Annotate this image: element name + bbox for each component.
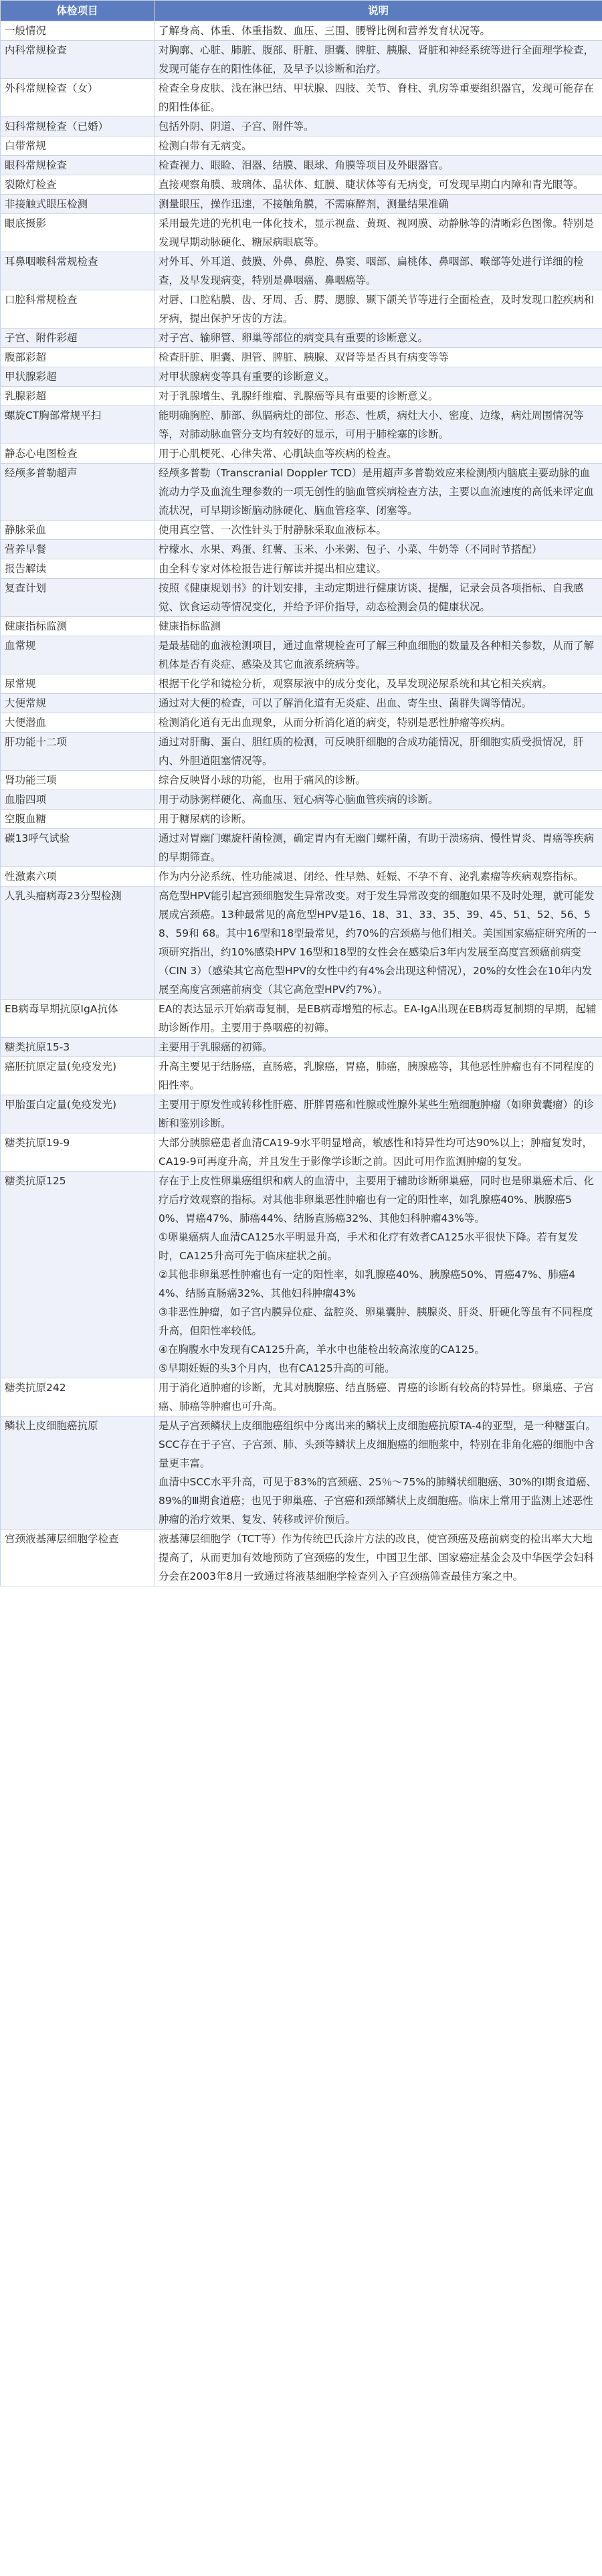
checkup-item-description xyxy=(155,636,602,674)
checkup-item-description xyxy=(155,117,602,136)
checkup-item-name: 血脂四项 xyxy=(1,790,155,810)
description-paragraph: 通过对大便的检查，可以了解消化道有无炎症、出血、寄生虫、菌群失调等情况。 xyxy=(159,697,532,709)
table-row xyxy=(1,252,602,290)
checkup-item-name: 经颅多普勒超声 xyxy=(1,464,155,521)
table-row xyxy=(1,617,602,636)
checkup-item-description xyxy=(155,387,602,406)
description-paragraph: 用于动脉粥样硬化、高血压、冠心病等心脑血管疾病的诊断。 xyxy=(159,794,439,806)
checkup-item-description xyxy=(155,444,602,464)
table-row xyxy=(1,1038,602,1057)
description-paragraph: 使用真空管、一次性针头于肘静脉采取血液标本。 xyxy=(159,524,387,536)
checkup-item-description xyxy=(155,540,602,559)
checkup-item-description xyxy=(155,887,602,1000)
table-row xyxy=(1,674,602,694)
table-row xyxy=(1,290,602,329)
description-paragraph: 按照《健康规划书》的计划安排，主动定期进行健康访谈、提醒，记录会员各项指标、自我感觉、饮食运动等情况变化，并给予评价指导，动态检测会员的健康状况。 xyxy=(159,582,584,613)
table-row xyxy=(1,195,602,214)
checkup-item-name: 外科常规检查（女） xyxy=(1,79,155,117)
table-row xyxy=(1,117,602,136)
description-paragraph: 检查肝脏、胆囊、胆管、脾脏、胰腺、双肾等是否具有病变等等 xyxy=(159,351,449,363)
table-row xyxy=(1,348,602,367)
checkup-item-description xyxy=(155,1416,602,1530)
description-paragraph: 包括外阴、阴道、子宫、附件等。 xyxy=(159,120,314,132)
description-paragraph: 血清中SCC水平升高，可见于83%的宫颈癌、25％～75%的肺鳞状细胞癌、30%的Ⅰ期食道癌、89%的Ⅲ期食道癌；也见于卵巢癌、子宫癌和颈部鳞状上皮细胞癌。临床上常用于监测上述恶性肿瘤的治疗效果、复发、转移或评价预后。 xyxy=(159,1476,597,1526)
table-row xyxy=(1,867,602,887)
description-paragraph: 用于消化道肿瘤的诊断，尤其对胰腺癌、结直肠癌、胃癌的诊断有较高的特异性。卵巢癌、子宫癌、肺癌等肿瘤也可升高。 xyxy=(159,1382,595,1412)
table-row xyxy=(1,1057,602,1095)
checkup-item-name: 人乳头瘤病毒23分型检测 xyxy=(1,887,155,1000)
description-paragraph: 综合反映肾小球的功能，也用于痛风的诊断。 xyxy=(159,774,367,786)
column-header-description: 说明 xyxy=(155,1,602,21)
description-paragraph: 作为内分泌系统、性功能减退、闭经、性早熟、妊娠、不孕不育、泌乳素瘤等疾病观察指标。 xyxy=(159,870,584,883)
checkup-item-name: 裂隙灯检查 xyxy=(1,175,155,195)
checkup-item-description xyxy=(155,521,602,540)
table-row xyxy=(1,1378,602,1416)
table-row xyxy=(1,790,602,810)
checkup-item-name: 空腹血糖 xyxy=(1,810,155,829)
checkup-item-name: 碳13呼气试验 xyxy=(1,829,155,867)
table-row xyxy=(1,1530,602,1586)
checkup-item-name: 营养早餐 xyxy=(1,540,155,559)
checkup-item-description xyxy=(155,1378,602,1416)
checkup-item-description xyxy=(155,1530,602,1586)
table-row xyxy=(1,733,602,771)
checkup-item-description xyxy=(155,1038,602,1057)
checkup-item-name: 螺旋CT胸部常规平扫 xyxy=(1,406,155,444)
description-paragraph: 了解身高、体重、体重指数、血压、三围、腰臀比例和营养发育状况等。 xyxy=(159,25,491,37)
description-paragraph: 是最基础的血液检测项目，通过血常规检查可了解三种血细胞的数量及各种相关参数，从而了解机体是否有炎症、感染及其它血液系统病等。 xyxy=(159,640,595,670)
checkup-item-name: 甲胎蛋白定量(免疫发光) xyxy=(1,1095,155,1133)
checkup-item-description xyxy=(155,617,602,636)
table-row xyxy=(1,579,602,617)
table-row xyxy=(1,79,602,117)
table-row xyxy=(1,540,602,559)
table-row xyxy=(1,771,602,790)
table-row xyxy=(1,41,602,79)
table-row xyxy=(1,1133,602,1172)
table-row xyxy=(1,636,602,674)
checkup-item-description xyxy=(155,713,602,733)
table-row xyxy=(1,713,602,733)
table-row xyxy=(1,156,602,175)
table-row xyxy=(1,214,602,252)
description-paragraph: 由全科专家对体检报告进行解读并提出相应建议。 xyxy=(159,563,387,575)
description-paragraph: 直接观察角膜、玻璃体、晶状体、虹膜、睫状体等有无病变，可发现早期白内障和青光眼等。 xyxy=(159,179,584,191)
description-paragraph: 能明确胸腔、肺部、纵膈病灶的部位、形态、性质，病灶大小、密度、边缘，病灶周围情况等等，对肺动脉血管分支均有较好的显示，可用于肺栓塞的诊断。 xyxy=(159,409,584,440)
checkup-item-name: 一般情况 xyxy=(1,21,155,41)
checkup-item-description xyxy=(155,290,602,329)
checkup-item-description xyxy=(155,1172,602,1378)
checkup-item-description xyxy=(155,136,602,156)
checkup-item-name: 腹部彩超 xyxy=(1,348,155,367)
checkup-item-description xyxy=(155,156,602,175)
table-row xyxy=(1,1000,602,1038)
table-row xyxy=(1,175,602,195)
checkup-item-description xyxy=(155,771,602,790)
checkup-item-name: 静脉采血 xyxy=(1,521,155,540)
table-row xyxy=(1,444,602,464)
description-paragraph: 根据干化学和镜检分析，观察尿液中的成分变化，及早发现泌尿系统和其它相关疾病。 xyxy=(159,678,553,690)
checkup-item-description xyxy=(155,214,602,252)
description-paragraph: 通过对胃幽门螺旋杆菌检测，确定胃内有无幽门螺杆菌，有助于溃疡病、慢性胃炎、胃癌等疾病的早期筛查。 xyxy=(159,832,595,863)
description-paragraph: 高危型HPV能引起宫颈细胞发生异常改变。对于发生异常改变的细胞如果不及时处理，就可能发展成宫颈癌。13种最常见的高危型HPV是16、18、31、33、35、39、45、51、52、56、58、59和 68。其中16型和18型最常见，约70%的宫颈癌与他们相关。美国国家癌症研究所的一项研究指出，约10%感染HPV 16型和18型的女性会在感染后3年内发展至高度宫颈癌前病变（CIN 3）（感染其它高危型HPV的女性中约有4%会出现这种情况），20%的女性会在10年内发展至高度宫颈癌前病变（其它高危型HPV约7%）。 xyxy=(159,890,597,996)
checkup-item-name: 癌胚抗原定量(免疫发光) xyxy=(1,1057,155,1095)
checkup-item-name: 糖类抗原242 xyxy=(1,1378,155,1416)
checkup-item-name: 糖类抗原125 xyxy=(1,1172,155,1378)
checkup-item-description xyxy=(155,406,602,444)
checkup-item-description xyxy=(155,1000,602,1038)
checkup-item-name: 妇科常规检查（已婚） xyxy=(1,117,155,136)
checkup-item-name: 鳞状上皮细胞癌抗原 xyxy=(1,1416,155,1530)
checkup-item-name: 大便常规 xyxy=(1,694,155,713)
checkup-item-description xyxy=(155,79,602,117)
table-row xyxy=(1,21,602,41)
checkup-item-name: 非接触式眼压检测 xyxy=(1,195,155,214)
checkup-item-description xyxy=(155,790,602,810)
checkup-item-name: 大便潜血 xyxy=(1,713,155,733)
checkup-item-description xyxy=(155,252,602,290)
checkup-item-name: 眼科常规检查 xyxy=(1,156,155,175)
checkup-item-description xyxy=(155,674,602,694)
description-paragraph: ⑤早期妊娠的头3个月内，也有CA125升高的可能。 xyxy=(159,1362,395,1374)
checkup-item-description xyxy=(155,867,602,887)
checkup-item-name: 报告解读 xyxy=(1,559,155,579)
checkup-item-description xyxy=(155,829,602,867)
checkup-item-description xyxy=(155,1095,602,1133)
description-paragraph: 用于心肌梗死、心律失常、心肌缺血等疾病的检查。 xyxy=(159,448,397,460)
description-paragraph: 主要用于乳腺癌的初筛。 xyxy=(159,1041,273,1053)
description-paragraph: EA的表达显示开始病毒复制，是EB病毒增殖的标志。EA-IgA出现在EB病毒复制期的早期，起辅助诊断作用。主要用于鼻咽癌的初筛。 xyxy=(159,1003,597,1034)
checkup-item-name: 眼底摄影 xyxy=(1,214,155,252)
checkup-item-description xyxy=(155,1133,602,1172)
checkup-item-name: 肝功能十二项 xyxy=(1,733,155,771)
checkup-item-description xyxy=(155,21,602,41)
table-row xyxy=(1,1172,602,1378)
table-row xyxy=(1,387,602,406)
checkup-item-description xyxy=(155,559,602,579)
table-row xyxy=(1,810,602,829)
checkup-item-name: 复查计划 xyxy=(1,579,155,617)
description-paragraph: 对胸廓、心脏、肺脏、腹部、肝脏、胆囊、脾脏、胰腺、肾脏和神经系统等进行全面理学检查，发现可能存在的阳性体征，及早予以诊断和治疗。 xyxy=(159,44,595,75)
description-paragraph: 用于糖尿病的诊断。 xyxy=(159,813,252,825)
table-row xyxy=(1,136,602,156)
description-paragraph: 主要用于原发性或转移性肝癌、肝胖胃癌和性腺或性腺外某些生殖细胞肿瘤（如卵黄囊瘤）的诊断和鉴别诊断。 xyxy=(159,1099,595,1129)
checkup-item-name: 尿常规 xyxy=(1,674,155,694)
description-paragraph: 对子宫、输卵管、卵巢等部位的病变具有重要的诊断意义。 xyxy=(159,332,429,344)
description-paragraph: 检测白带有无病变。 xyxy=(159,140,252,152)
table-row xyxy=(1,406,602,444)
checkup-item-description xyxy=(155,195,602,214)
description-paragraph: 对外耳、外耳道、鼓膜、外鼻、鼻腔、鼻窦、咽部、扁桃体、鼻咽部、喉部等处进行详细的检查，及早发现病变，特别是鼻咽癌、鼻咽癌等。 xyxy=(159,256,584,286)
table-body xyxy=(1,21,602,1586)
table-row xyxy=(1,1095,602,1133)
description-paragraph: 检查视力、眼睑、泪器、结膜、眼球、角膜等项目及外眼器官。 xyxy=(159,159,449,171)
description-paragraph: 柠檬水、水果、鸡蛋、红薯、玉米、小米粥、包子、小菜、牛奶等（不同时节搭配） xyxy=(159,543,542,555)
table-row xyxy=(1,521,602,540)
description-paragraph: 通过对肝酶、蛋白、胆红质的检测，可反映肝细胞的合成功能情况，肝细胞实质受损情况，肝内、外胆道阻塞情况等。 xyxy=(159,736,584,767)
checkup-item-name: 健康指标监测 xyxy=(1,617,155,636)
table-row xyxy=(1,559,602,579)
checkup-item-name: 甲状腺彩超 xyxy=(1,367,155,387)
checkup-item-name: 乳腺彩超 xyxy=(1,387,155,406)
table-row xyxy=(1,829,602,867)
checkup-item-description xyxy=(155,41,602,79)
description-paragraph: 液基薄层细胞学（TCT等）作为传统巴氏涂片方法的改良，使宫颈癌及癌前病变的检出率大大地提高了，从而更加有效地预防了宫颈癌的发生，中国卫生部、国家癌症基金会及中华医学会妇科分会在2003年8月一致通过将液基细胞学检查列入子宫颈癌筛查最佳方案之中。 xyxy=(159,1533,595,1582)
description-paragraph: 健康指标监测 xyxy=(159,620,221,632)
description-paragraph: 采用最先进的光机电一体化技术，显示视盘、黄斑、视网膜、动静脉等的清晰彩色图像。特别是发现早期动脉硬化、糖尿病眼底等。 xyxy=(159,217,595,248)
checkup-item-description xyxy=(155,329,602,348)
table-header-row xyxy=(1,1,602,21)
checkup-item-description xyxy=(155,464,602,521)
table-row xyxy=(1,329,602,348)
checkup-item-name: 肾功能三项 xyxy=(1,771,155,790)
checkup-item-description xyxy=(155,175,602,195)
checkup-item-name: 静态心电图检查 xyxy=(1,444,155,464)
checkup-item-name: 耳鼻咽喉科常规检查 xyxy=(1,252,155,290)
table-row xyxy=(1,464,602,521)
description-paragraph: 对甲状腺病变等具有重要的诊断意义。 xyxy=(159,371,335,383)
description-paragraph: 大部分胰腺癌患者血清CA19-9水平明显增高，敏感性和特异性均可达90%以上；肿瘤复发时，CA19-9可再度升高，并且发生于影像学诊断之前。因此可用作监测肿瘤的复发。 xyxy=(159,1137,593,1168)
description-paragraph: 存在于上皮性卵巢癌组织和病人的血清中，主要用于辅助诊断卵巢癌，同时也是卵巢癌术后、化疗后疗效观察的指标。对其他非卵巢恶性肿瘤也有一定的阳性率，如乳腺癌40%、胰腺癌50%、胃癌47%、肺癌44%、结肠直肠癌32%、其他妇科肿瘤43%等。 xyxy=(159,1175,595,1224)
checkup-item-name: 性激素六项 xyxy=(1,867,155,887)
checkup-item-description xyxy=(155,1057,602,1095)
description-paragraph: ③非恶性肿瘤，如子宫内膜异位症、盆腔炎、卵巢囊肿、胰腺炎、肝炎、肝硬化等虽有不同程度升高，但阳性率较低。 xyxy=(159,1306,593,1337)
checkup-item-name: 子宫、附件彩超 xyxy=(1,329,155,348)
description-paragraph: 对于乳腺增生、乳腺纤维瘤、乳腺癌等具有重要的诊断意义。 xyxy=(159,390,439,402)
checkup-item-name: 口腔科常规检查 xyxy=(1,290,155,329)
description-paragraph: 检测消化道有无出血现象，从而分析消化道的病变，特别是恶性肿瘤等疾病。 xyxy=(159,717,512,729)
table-row xyxy=(1,367,602,387)
description-paragraph: ④在胸腹水中发现有CA125升高，羊水中也能检出较高浓度的CA125。 xyxy=(159,1344,485,1356)
column-header-item: 体检项目 xyxy=(1,1,155,21)
description-paragraph: ②其他非卵巢恶性肿瘤也有一定的阳性率，如乳腺癌40%、胰腺癌50%、胃癌47%、肺癌44%、结肠直肠癌32%、其他妇科肿瘤43% xyxy=(159,1269,576,1299)
checkup-item-description xyxy=(155,810,602,829)
description-paragraph: 对唇、口腔粘膜、齿、牙周、舌、腭、腮腺、颞下颌关节等进行全面检查，及时发现口腔疾病和牙病，提出保护牙齿的方法。 xyxy=(159,294,595,325)
checkup-item-name: 血常规 xyxy=(1,636,155,674)
checkup-item-name: 糖类抗原19-9 xyxy=(1,1133,155,1172)
checkup-item-name: EB病毒早期抗原IgA抗体 xyxy=(1,1000,155,1038)
table-row xyxy=(1,694,602,713)
checkup-item-description xyxy=(155,367,602,387)
checkup-item-description xyxy=(155,733,602,771)
description-paragraph: 测量眼压，操作迅速，不接触角膜，不需麻醉剂，测量结果准确 xyxy=(159,198,449,210)
checkup-item-description xyxy=(155,579,602,617)
description-paragraph: ①卵巢癌病人血清CA125水平明显升高，手术和化疗有效者CA125水平很快下降。若有复发时，CA125升高可先于临床症状之前。 xyxy=(159,1231,579,1262)
checkup-item-name: 糖类抗原15-3 xyxy=(1,1038,155,1057)
checkup-item-description xyxy=(155,348,602,367)
checkup-item-name: 宫颈液基薄层细胞学检查 xyxy=(1,1530,155,1586)
description-paragraph: 升高主要见于结肠癌，直肠癌，乳腺癌，胃癌，肺癌，胰腺癌等，其他恶性肿瘤也有不同程度的阳性率。 xyxy=(159,1061,595,1091)
checkup-item-name: 白带常规 xyxy=(1,136,155,156)
checkup-item-description xyxy=(155,694,602,713)
table-row xyxy=(1,887,602,1000)
checkup-item-name: 内科常规检查 xyxy=(1,41,155,79)
description-paragraph: 检查全身皮肤、浅在淋巴结、甲状腺、四肢、关节、脊柱、乳房等重要组织器官，发现可能存在的阳性体征。 xyxy=(159,82,595,113)
description-paragraph: 是从子宫颈鳞状上皮细胞癌组织中分离出来的鳞状上皮细胞癌抗原TA-4的亚型，是一种糖蛋白。SCC存在于子宫、子宫颈、肺、头颈等鳞状上皮细胞癌的细胞浆中，特别在非角化癌的细胞中含量更丰富。 xyxy=(159,1420,596,1469)
description-paragraph: 经颅多普勒（Transcranial Doppler TCD）是用超声多普勒效应来检测颅内脑底主要动脉的血流动力学及血流生理参数的一项无创性的脑血管疾病检查方法，主要以血流速度的高低来评定血流状况，可早期诊断脑动脉硬化、脑血管痉挛、闭塞等。 xyxy=(159,467,595,517)
table-row xyxy=(1,1416,602,1530)
